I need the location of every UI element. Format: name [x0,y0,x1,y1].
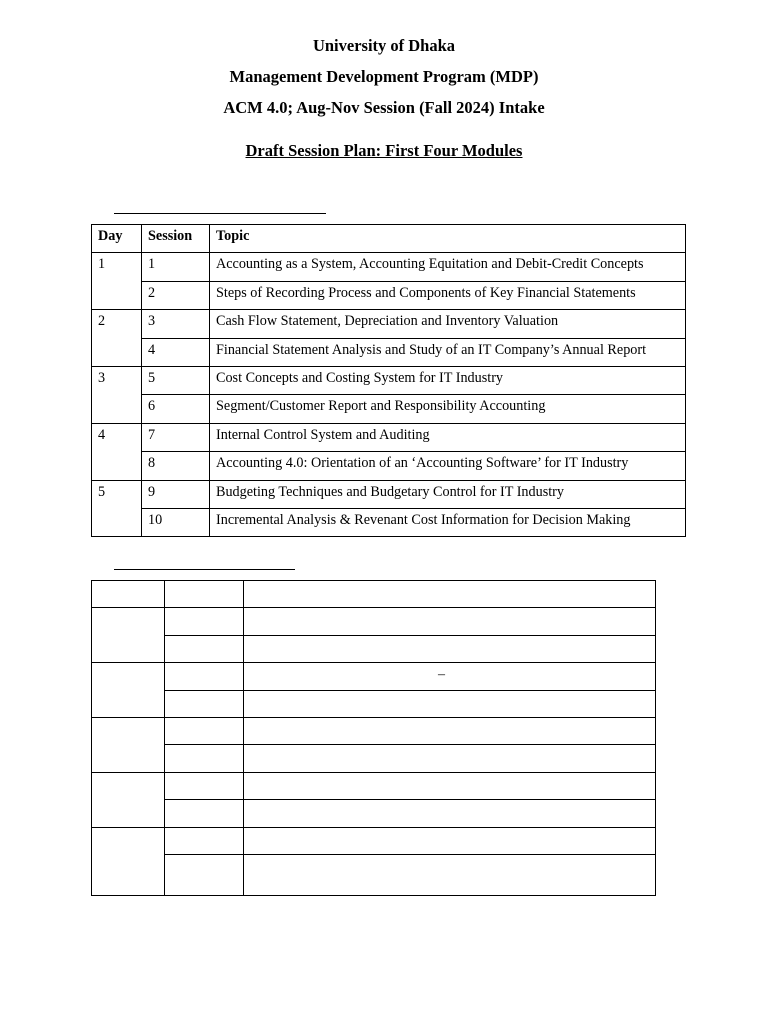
blank-cell [165,690,244,717]
blank-cell [92,581,165,608]
section-underline-2 [114,569,295,570]
blank-row [92,745,656,772]
blank-cell [244,827,656,854]
table-row [92,281,686,309]
topic-cell: Accounting 4.0: Orientation of an ‘Accounting Software’ for IT Industry [210,452,686,480]
blank-cell [165,827,244,854]
session-cell: 6 [142,395,210,423]
session-cell: 8 [142,452,210,480]
table-row [92,253,686,281]
day-cell: 1 [92,253,142,310]
blank-cell [165,717,244,744]
day-cell: 2 [92,310,142,367]
blank-row [92,635,656,662]
session-plan-table [91,224,686,537]
topic-cell: Cost Concepts and Costing System for IT Industry [210,366,686,394]
blank-header-row [92,581,656,608]
day-cell: 5 [92,480,142,537]
session-cell: 5 [142,366,210,394]
document-subtitle: Draft Session Plan: First Four Modules [245,141,523,160]
blank-day-cell [92,717,165,772]
day-cell: 4 [92,423,142,480]
blank-cell [165,745,244,772]
session-cell: 10 [142,508,210,536]
topic-cell: Budgeting Techniques and Budgetary Control for IT Industry [210,480,686,508]
header-day: Day [92,225,142,253]
blank-cell [244,608,656,635]
topic-cell: Internal Control System and Auditing [210,423,686,451]
section-underline-1 [114,213,326,214]
blank-cell [244,717,656,744]
blank-cell [165,800,244,827]
blank-row [92,663,656,690]
intake-title: ACM 4.0; Aug-Nov Session (Fall 2024) Intake [223,98,545,117]
blank-day-cell [92,608,165,663]
header-topic: Topic [210,225,686,253]
session-cell: 3 [142,310,210,338]
header-session: Session [142,225,210,253]
blank-cell [244,745,656,772]
blank-cell [244,772,656,799]
session-cell: 9 [142,480,210,508]
topic-cell: Incremental Analysis & Revenant Cost Information for Decision Making [210,508,686,536]
blank-cell [244,854,656,895]
blank-day-cell [92,772,165,827]
blank-day-cell [92,663,165,718]
topic-cell: Segment/Customer Report and Responsibility Accounting [210,395,686,423]
blank-row [92,800,656,827]
blank-cell [165,854,244,895]
blank-session-table [91,580,656,896]
session-cell: 4 [142,338,210,366]
topic-cell: Financial Statement Analysis and Study of an IT Company’s Annual Report [210,338,686,366]
blank-cell [244,800,656,827]
blank-cell [244,663,656,690]
table-header-row [92,225,686,253]
table-row [92,508,686,536]
table-row [92,480,686,508]
program-name: Management Development Program (MDP) [229,67,539,86]
topic-cell: Cash Flow Statement, Depreciation and Inventory Valuation [210,310,686,338]
blank-row [92,690,656,717]
blank-cell [165,663,244,690]
university-name: University of Dhaka [312,36,456,55]
table-row [92,310,686,338]
session-cell: 7 [142,423,210,451]
blank-row [92,717,656,744]
blank-cell [165,581,244,608]
blank-cell [165,608,244,635]
blank-cell [244,581,656,608]
table-row [92,423,686,451]
session-cell: 1 [142,253,210,281]
day-cell: 3 [92,366,142,423]
blank-cell [165,635,244,662]
blank-cell [244,690,656,717]
blank-row [92,854,656,895]
table-row [92,366,686,394]
topic-cell: Steps of Recording Process and Components of Key Financial Statements [210,281,686,309]
dash-mark: – [438,667,445,683]
session-cell: 2 [142,281,210,309]
blank-row [92,827,656,854]
topic-cell: Accounting as a System, Accounting Equitation and Debit-Credit Concepts [210,253,686,281]
blank-row [92,772,656,799]
blank-row [92,608,656,635]
blank-cell [165,772,244,799]
blank-day-cell [92,827,165,895]
blank-cell [244,635,656,662]
table-row [92,395,686,423]
table-row [92,338,686,366]
table-row [92,452,686,480]
